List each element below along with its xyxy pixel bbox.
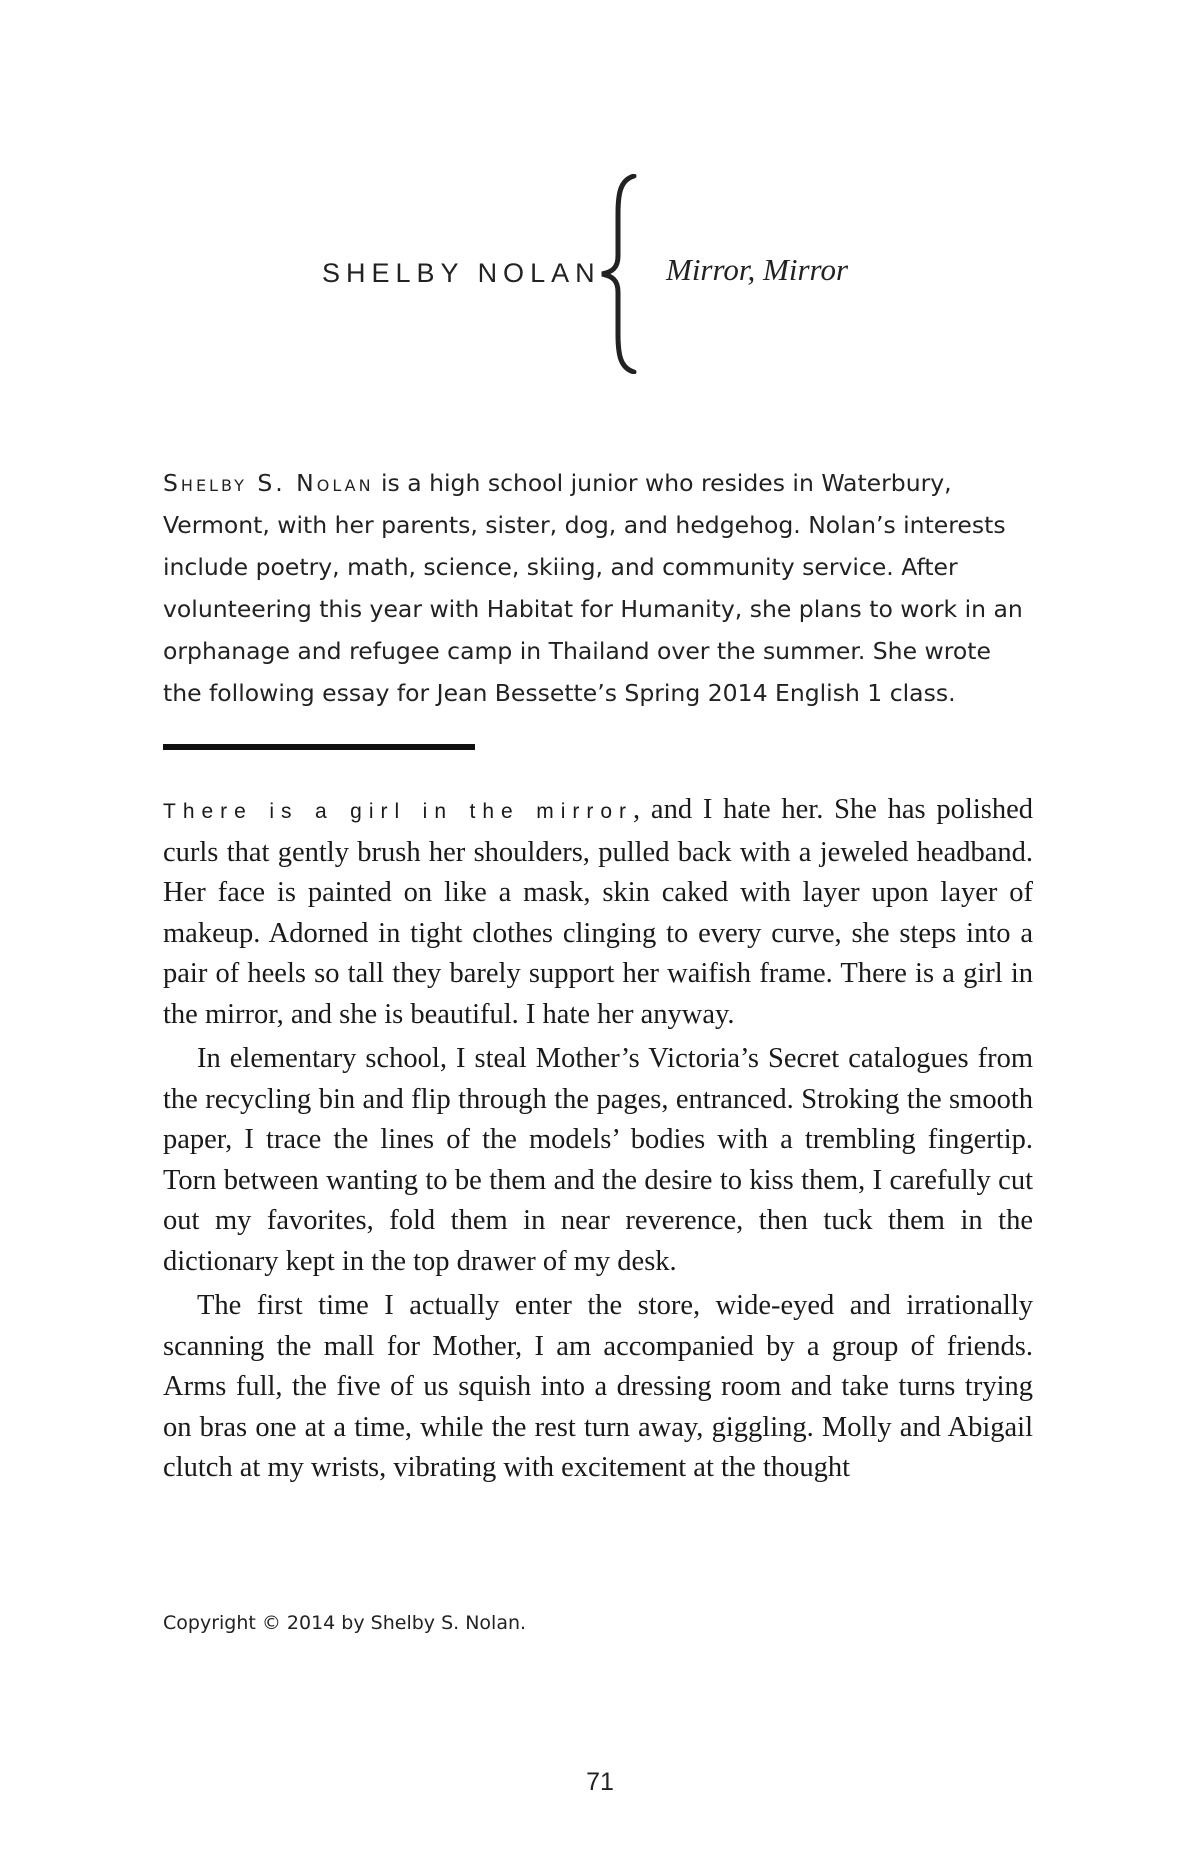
essay-paragraph: The first time I actually enter the store, wide-eyed and irrationally scanning the mall for Mother, I am accompanied by a group of friends. Arms full, the five of us squish into a dressing room and take turns trying on bras one at a time, while the rest turn away, giggling. Molly and Abigail clutch at my wrists, vibrating with excitement at the thought	[163, 1290, 1033, 1483]
page-number: 71	[586, 1768, 614, 1796]
section-divider	[163, 744, 475, 750]
author-bio	[163, 462, 1033, 714]
essay-lead-in: There is a girl in the mirror	[163, 800, 634, 823]
author-name: SHELBY NOLAN	[322, 258, 601, 288]
chapter-header	[0, 160, 1200, 380]
copyright-notice: Copyright © 2014 by Shelby S. Nolan.	[163, 1612, 527, 1634]
bio-text: is a high school junior who resides in Waterbury, Vermont, with her parents, sister, dog, and hedgehog. Nolan’s interests include poetry, math, science, skiing, and community service. After volunteering this year with Habitat for Humanity, she plans to work in an orphanage and refugee camp in Thailand over the summer. She wrote the following essay for Jean Bessette’s Spring 2014 English 1 class.	[163, 469, 1023, 707]
essay-paragraph	[163, 790, 1033, 1035]
essay-paragraph: In elementary school, I steal Mother’s Victoria’s Secret catalogues from the recycling bin and flip through the pages, entranced. Stroking the smooth paper, I trace the lines of the models’ bodies with a trembling fingertip. Torn between wanting to be them and the desire to kiss them, I carefully cut out my favorites, fold them in near reverence, then tuck them in the dictionary kept in the top drawer of my desk.	[163, 1043, 1033, 1277]
bio-name: Shelby S. Nolan	[163, 469, 374, 497]
essay-title: Mirror, Mirror	[666, 252, 849, 287]
essay-body	[163, 790, 1033, 1489]
essay-paragraph-1-text: , and I hate her. She has polished curls that gently brush her shoulders, pulled back with a jeweled headband. Her face is painted on like a mask, skin caked with layer upon layer of makeup. Adorned in tight clothes clinging to every curve, she steps into a pair of heels so tall they barely support her waifish frame. There is a girl in the mirror, and she is beautiful. I hate her anyway.	[163, 794, 1033, 1030]
brace-icon	[598, 174, 638, 374]
